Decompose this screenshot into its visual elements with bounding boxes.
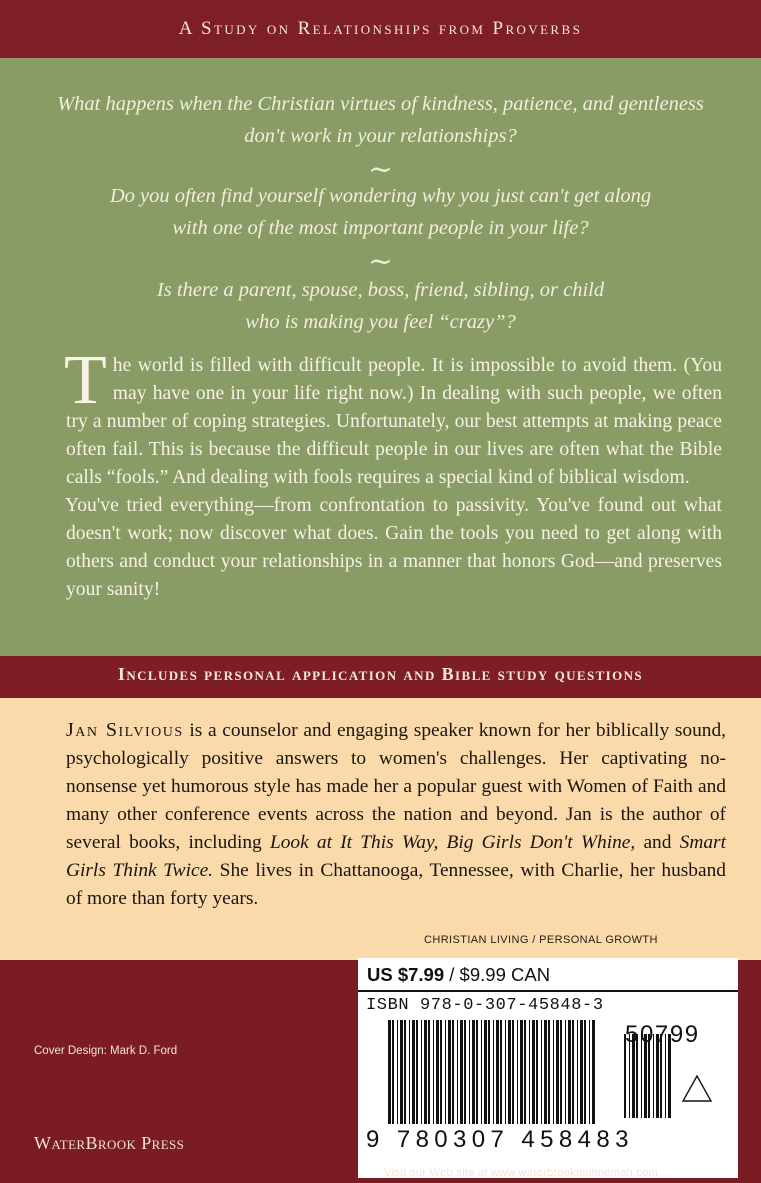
author-bio (66, 716, 726, 913)
website-link: Visit our Web site at www.waterbrookmultnomah.com (384, 1167, 659, 1179)
includes-banner (0, 656, 761, 698)
question-1-line-1: What happens when the Christian virtues of kindness, patience, and gentleness (57, 93, 704, 115)
question-3-line-2: who is making you feel “crazy”? (245, 311, 516, 333)
barcode-digits: 9 780307 458483 (366, 1126, 634, 1153)
question-1 (20, 88, 741, 152)
bio-book-2: Smart Girls Think Twice. (66, 832, 726, 881)
includes-text: Includes personal application and Bible study questions (117, 664, 644, 684)
top-banner (0, 0, 761, 58)
description-paragraph-1 (64, 342, 722, 492)
cover-design-credit: Cover Design: Mark D. Ford (34, 1045, 178, 1057)
question-2-line-2: with one of the most important people in your life? (172, 217, 589, 239)
triangle-icon (683, 1076, 711, 1101)
author-name: Jan Silvious (66, 719, 184, 741)
question-2-line-1: Do you often find yourself wondering why you just can't get along (109, 185, 652, 207)
tilde-separator-1: ~ (367, 152, 394, 187)
question-1-line-2: don't work in your relationships? (244, 125, 517, 147)
description-paragraph-2: You've tried everything—from confrontation to passivity. You've found out what doesn't work; now discover what does. Gain the tools you need to get along with others and conduct your relationships in a manner that honors God—and preserves your sanity! (65, 495, 722, 600)
price-can: / $9.99 CAN (444, 964, 551, 985)
category-label: CHRISTIAN LIVING / PERSONAL GROWTH (424, 934, 658, 946)
drop-cap: T (64, 342, 107, 419)
question-3 (20, 274, 741, 338)
bio-text-b: and (635, 832, 680, 853)
description (64, 342, 722, 604)
tilde-separator-2: ~ (367, 244, 394, 279)
question-3-line-1: Is there a parent, spouse, boss, friend, sibling, or child (156, 279, 605, 301)
series-tagline: A Study on Relationships from Proverbs (178, 18, 583, 39)
barcode-addon-digits: 50799 (625, 1021, 700, 1048)
bio-text-c: She lives in Chattanooga, Tennessee, with Charlie, her husband of more than forty years. (66, 860, 727, 909)
price-us: US $7.99 (367, 964, 445, 985)
barcode-main-bars (388, 1020, 595, 1124)
bio-book-1: Look at It This Way, Big Girls Don't Whine, (269, 832, 636, 853)
price-label (367, 964, 550, 986)
isbn-number: ISBN 978-0-307-45848-3 (366, 996, 604, 1015)
price-divider (358, 990, 738, 992)
question-2 (20, 180, 741, 244)
bio-text-a: is a counselor and engaging speaker known for her biblically sound, psychologically positive answers to women's challenges. Her captivating no-nonsense yet humorous style has made her a popular guest with Women of Faith and many other conference events across the nation and beyond. Jan is the author of several books, including (66, 720, 726, 853)
publisher-name: WaterBrook Press (34, 1133, 185, 1153)
paragraph-1-text: he world is filled with difficult people. It is impossible to avoid them. (You may have one in your life right now.) In dealing with such people, we often try a number of coping strategies. Unfortunately, our best attempts at making peace often fail. This is because the difficult people in our lives are often what the Bible calls “fools.” And dealing with fools requires a special kind of biblical wisdom. (66, 355, 722, 488)
